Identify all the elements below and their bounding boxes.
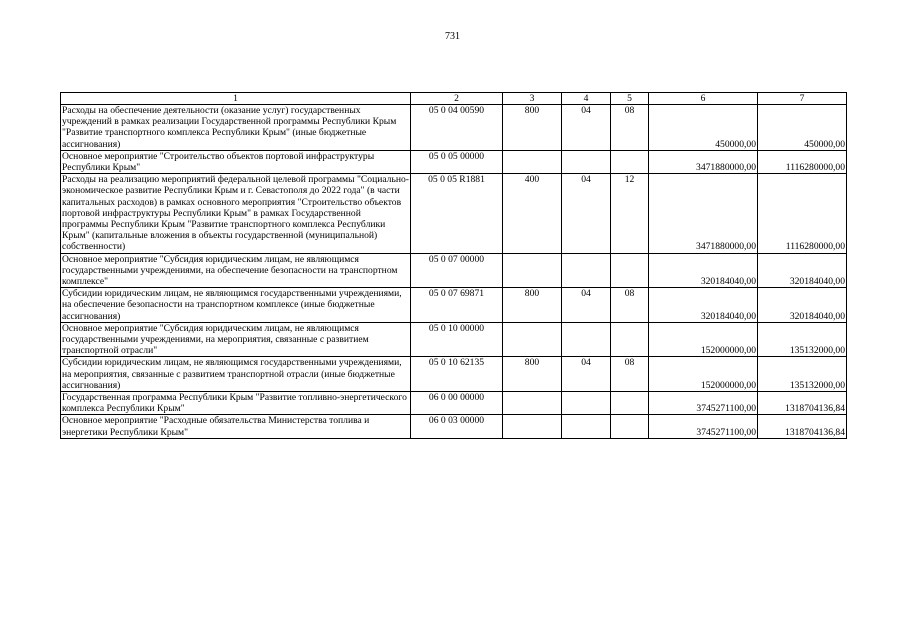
row-section: 04 bbox=[562, 288, 611, 323]
budget-table bbox=[60, 92, 847, 439]
row-name: Основное мероприятие "Субсидия юридическим лицам, не являющимся государственными учреждениями, на обеспечение безопасности на транспортном комплексе" bbox=[61, 253, 411, 288]
row-amount-6: 320184040,00 bbox=[649, 253, 758, 288]
row-amount-7: 135132000,00 bbox=[758, 322, 847, 357]
table-row bbox=[61, 150, 847, 173]
row-subsection bbox=[611, 392, 649, 415]
row-amount-6: 152000000,00 bbox=[649, 322, 758, 357]
row-expense-type bbox=[503, 415, 562, 438]
table-row bbox=[61, 288, 847, 323]
row-amount-6: 3745271100,00 bbox=[649, 392, 758, 415]
row-amount-6: 3471880000,00 bbox=[649, 150, 758, 173]
row-subsection: 12 bbox=[611, 174, 649, 253]
row-code: 05 0 07 69871 bbox=[411, 288, 503, 323]
row-amount-7: 450000,00 bbox=[758, 105, 847, 151]
table-row bbox=[61, 105, 847, 151]
table-row bbox=[61, 174, 847, 253]
row-amount-7: 1116280000,00 bbox=[758, 174, 847, 253]
header-col-5: 5 bbox=[611, 93, 649, 105]
row-name: Основное мероприятие "Строительство объектов портовой инфраструктуры Республики Крым" bbox=[61, 150, 411, 173]
row-code: 05 0 07 00000 bbox=[411, 253, 503, 288]
header-col-3: 3 bbox=[503, 93, 562, 105]
page-number: 731 bbox=[445, 31, 460, 42]
row-code: 06 0 03 00000 bbox=[411, 415, 503, 438]
header-col-6: 6 bbox=[649, 93, 758, 105]
row-section: 04 bbox=[562, 357, 611, 392]
row-amount-6: 152000000,00 bbox=[649, 357, 758, 392]
row-name: Субсидии юридическим лицам, не являющимся государственными учреждениями, на мероприятия, связанные с развитием транспортной отрасли (иные бюджетные ассигнования) bbox=[61, 357, 411, 392]
row-amount-7: 1318704136,84 bbox=[758, 392, 847, 415]
row-name: Расходы на обеспечение деятельности (оказание услуг) государственных учреждений в рамках реализации Государственной программы Республики Крым "Развитие транспортного комплекса Республики Крым" (иные бюджетные ассигнования) bbox=[61, 105, 411, 151]
row-expense-type: 800 bbox=[503, 357, 562, 392]
header-col-4: 4 bbox=[562, 93, 611, 105]
row-name: Государственная программа Республики Крым "Развитие топливно-энергетического комплекса Республики Крым" bbox=[61, 392, 411, 415]
row-expense-type: 400 bbox=[503, 174, 562, 253]
row-section bbox=[562, 322, 611, 357]
table-row bbox=[61, 357, 847, 392]
row-amount-6: 3745271100,00 bbox=[649, 415, 758, 438]
row-amount-6: 450000,00 bbox=[649, 105, 758, 151]
header-col-7: 7 bbox=[758, 93, 847, 105]
row-expense-type: 800 bbox=[503, 105, 562, 151]
row-section bbox=[562, 150, 611, 173]
row-expense-type bbox=[503, 150, 562, 173]
row-code: 05 0 05 R1881 bbox=[411, 174, 503, 253]
row-subsection: 08 bbox=[611, 288, 649, 323]
row-subsection bbox=[611, 415, 649, 438]
row-section: 04 bbox=[562, 174, 611, 253]
row-expense-type bbox=[503, 253, 562, 288]
table-row bbox=[61, 415, 847, 438]
row-code: 06 0 00 00000 bbox=[411, 392, 503, 415]
table-row bbox=[61, 322, 847, 357]
row-expense-type bbox=[503, 392, 562, 415]
table-row bbox=[61, 253, 847, 288]
row-name: Субсидии юридическим лицам, не являющимся государственными учреждениями, на обеспечение безопасности на транспортном комплексе (иные бюджетные ассигнования) bbox=[61, 288, 411, 323]
row-name: Основное мероприятие "Субсидия юридическим лицам, не являющимся государственными учреждениями, на мероприятия, связанные с развитием транспортной отрасли" bbox=[61, 322, 411, 357]
row-subsection bbox=[611, 322, 649, 357]
row-amount-7: 320184040,00 bbox=[758, 253, 847, 288]
row-subsection: 08 bbox=[611, 357, 649, 392]
row-amount-6: 320184040,00 bbox=[649, 288, 758, 323]
row-amount-7: 320184040,00 bbox=[758, 288, 847, 323]
row-amount-6: 3471880000,00 bbox=[649, 174, 758, 253]
header-col-1: 1 bbox=[61, 93, 411, 105]
row-expense-type bbox=[503, 322, 562, 357]
header-col-2: 2 bbox=[411, 93, 503, 105]
row-subsection bbox=[611, 150, 649, 173]
row-amount-7: 1116280000,00 bbox=[758, 150, 847, 173]
row-subsection: 08 bbox=[611, 105, 649, 151]
row-section bbox=[562, 392, 611, 415]
row-name: Расходы на реализацию мероприятий федеральной целевой программы "Социально-экономическое развитие Республики Крым и г. Севастополя до 2022 года" (в части капитальных расходов) в рамках основного мероприятия "Строительство объектов портовой инфраструктуры Республики Крым" в рамках Государственной программы Республики Крым "Развитие транспортного комплекса Республики Крым" (капитальные вложения в объекты государственной (муниципальной) собственности) bbox=[62, 174, 409, 253]
row-code: 05 0 10 00000 bbox=[411, 322, 503, 357]
row-amount-7: 135132000,00 bbox=[758, 357, 847, 392]
row-section: 04 bbox=[562, 105, 611, 151]
table-row bbox=[61, 392, 847, 415]
row-section bbox=[562, 415, 611, 438]
row-code: 05 0 04 00590 bbox=[411, 105, 503, 151]
row-amount-7: 1318704136,84 bbox=[758, 415, 847, 438]
row-name: Основное мероприятие "Расходные обязательства Министерства топлива и энергетики Республики Крым" bbox=[61, 415, 411, 438]
row-expense-type: 800 bbox=[503, 288, 562, 323]
row-code: 05 0 05 00000 bbox=[411, 150, 503, 173]
header-row bbox=[61, 93, 847, 105]
row-subsection bbox=[611, 253, 649, 288]
row-section bbox=[562, 253, 611, 288]
row-code: 05 0 10 62135 bbox=[411, 357, 503, 392]
